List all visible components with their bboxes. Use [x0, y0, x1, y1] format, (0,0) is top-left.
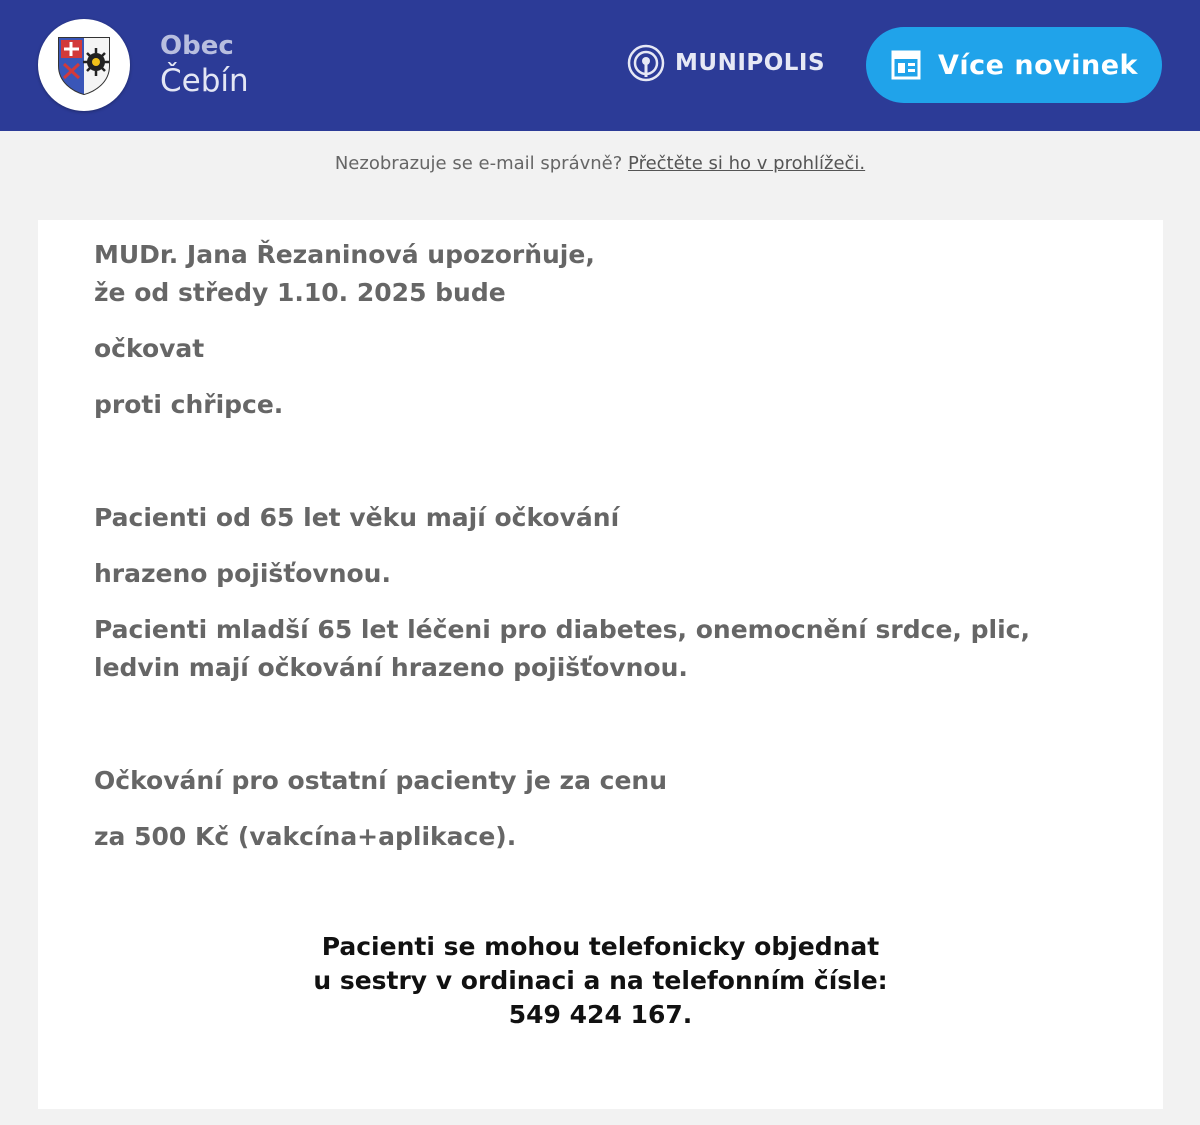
intro-line-2: že od středy 1.10. 2025 bude [94, 278, 506, 307]
flu-line: proti chřipce. [94, 390, 284, 419]
seniors-line-2: hrazeno pojišťovnou. [94, 559, 391, 588]
municipality-name: Čebín [160, 63, 249, 99]
article-body [94, 236, 1113, 856]
coat-of-arms-icon [55, 34, 113, 96]
municipality-title [160, 30, 249, 100]
contact-line-1: Pacienti se mohou telefonicky objednat [321, 932, 880, 961]
article-card [38, 220, 1163, 1109]
younger-line-2: ledvin mají očkování hrazeno pojišťovnou. [94, 653, 688, 682]
more-news-label: Více novinek [938, 49, 1138, 81]
news-icon [890, 49, 922, 81]
header [0, 0, 1200, 131]
contact-info [38, 930, 1163, 1032]
brand-name: MUNIPOLIS [675, 50, 826, 76]
intro-line-1: MUDr. Jana Řezaninová upozorňuje, [94, 240, 595, 269]
municipality-type: Obec [160, 31, 234, 61]
view-in-browser-link[interactable]: Přečtěte si ho v prohlížeči. [628, 153, 866, 174]
others-line-1: Očkování pro ostatní pacienty je za cenu [94, 766, 668, 795]
seniors-line-1: Pacienti od 65 let věku mají očkování [94, 503, 620, 532]
munipolis-broadcast-icon [627, 44, 665, 82]
municipality-logo[interactable] [38, 19, 130, 111]
more-news-button[interactable] [866, 27, 1162, 103]
notice-text: Nezobrazuje se e-mail správně? [334, 153, 623, 174]
contact-phone: 549 424 167. [508, 1000, 693, 1029]
contact-line-2: u sestry v ordinaci a na telefonním čísle: [313, 966, 888, 995]
browser-view-notice [0, 131, 1200, 197]
others-line-2: za 500 Kč (vakcína+aplikace). [94, 822, 517, 851]
younger-line-1: Pacienti mladší 65 let léčeni pro diabetes, onemocnění srdce, plic, [94, 615, 1030, 644]
munipolis-brand[interactable] [627, 44, 825, 82]
vaccinate-line: očkovat [94, 334, 205, 363]
